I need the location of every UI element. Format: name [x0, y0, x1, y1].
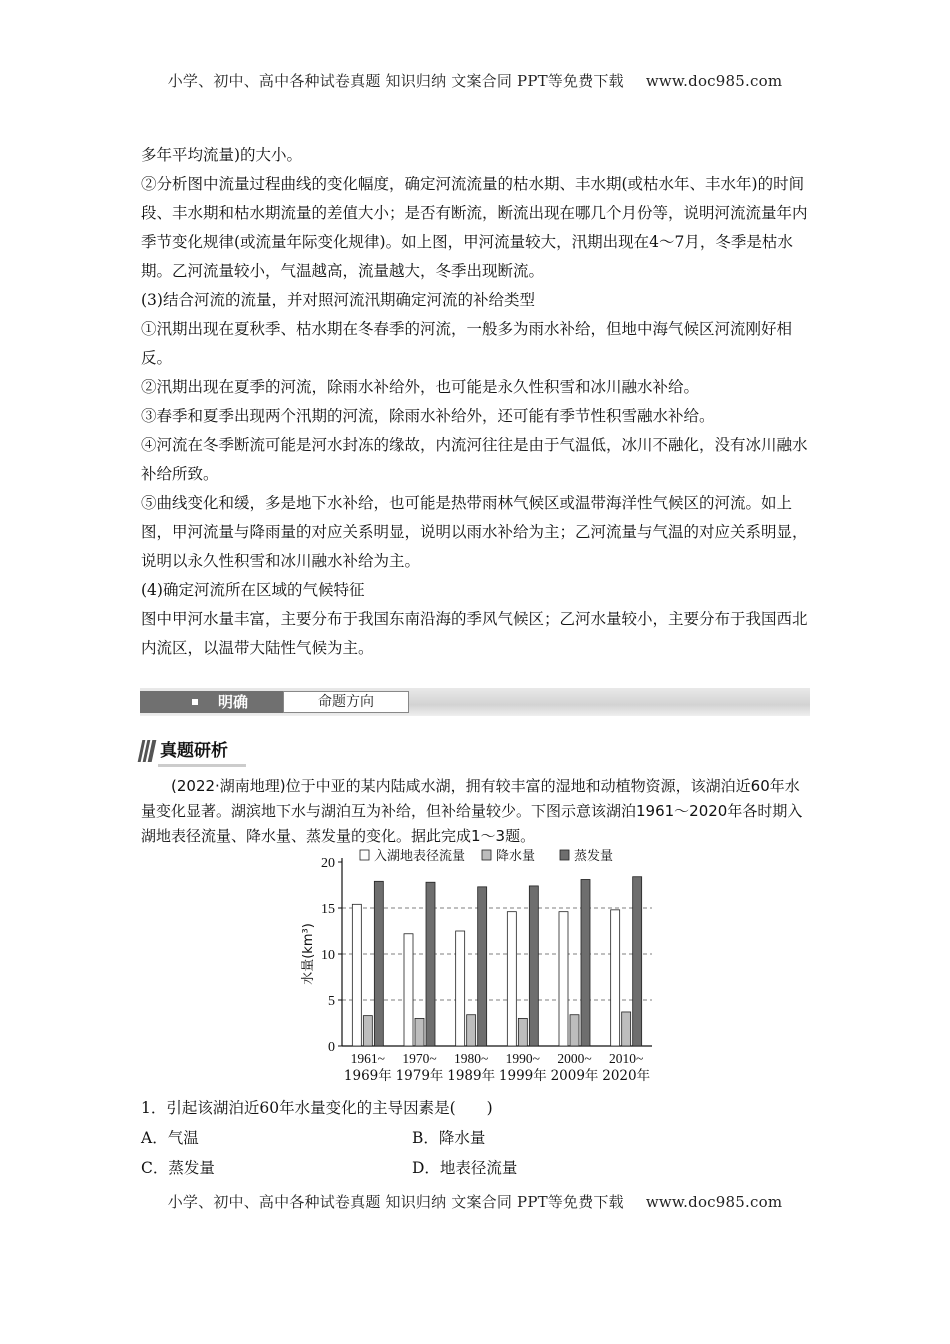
y-axis-label: 水量(km³) — [301, 923, 316, 985]
bar-evaporation — [374, 881, 383, 1046]
section-underline — [158, 764, 246, 767]
bar-precipitation — [622, 1012, 631, 1046]
legend-label: 降水量 — [496, 849, 536, 864]
intro-paragraph: (2022·湖南地理)位于中亚的某内陆咸水湖，拥有较丰富的湿地和动植物资源，该湖泊近60年水量变化显著。湖滨地下水与湖泊互为补给，但补给量较少。下图示意该湖泊1961～2020年各时期入湖地表径流量、降水量、蒸发量的变化。据此完成1～3题。 — [141, 777, 803, 845]
x-tick-label: 2020年 — [602, 1068, 651, 1084]
footer-url[interactable]: www.doc985.com — [645, 1193, 783, 1211]
bar-precipitation — [518, 1018, 527, 1046]
y-tick-label: 20 — [321, 856, 335, 871]
legend-label: 入湖地表径流量 — [374, 849, 466, 864]
x-tick-label: 1990~ — [505, 1051, 540, 1066]
x-tick-label: 2009年 — [550, 1068, 599, 1084]
body-text — [141, 141, 813, 663]
legend-swatch — [360, 850, 369, 860]
paragraph: ②汛期出现在夏季的河流，除雨水补给外，也可能是永久性积雪和冰川融水补给。 — [141, 378, 700, 396]
footer-text: 小学、初中、高中各种试卷真题 知识归纳 文案合同 PPT等免费下载 — [167, 1193, 624, 1211]
y-tick-label: 0 — [328, 1040, 335, 1055]
paragraph: ③春季和夏季出现两个汛期的河流，除雨水补给外，还可能有季节性积雪融水补给。 — [141, 407, 715, 425]
section-banner — [140, 688, 810, 716]
bar-evaporation — [478, 887, 487, 1046]
option-d[interactable]: D．地表径流量 — [412, 1159, 518, 1177]
paragraph: 图中甲河水量丰富，主要分布于我国东南沿海的季风气候区；乙河水量较小，主要分布于我国西北内流区，以温带大陆性气候为主。 — [141, 610, 808, 657]
x-tick-label: 1961~ — [350, 1051, 385, 1066]
paragraph: (3)结合河流的流量，并对照河流汛期确定河流的补给类型 — [141, 291, 535, 309]
header-url[interactable]: www.doc985.com — [645, 72, 783, 90]
page-header — [0, 70, 950, 91]
y-tick-label: 15 — [321, 902, 335, 917]
legend-swatch — [482, 850, 491, 860]
legend-label: 蒸发量 — [574, 849, 614, 864]
bar-runoff — [352, 904, 361, 1046]
banner-dark-tab — [140, 691, 283, 713]
bar-evaporation — [426, 882, 435, 1046]
paragraph: ④河流在冬季断流可能是河水封冻的缘故，内流河往往是由于气温低，冰川不融化，没有冰川融水补给所致。 — [141, 436, 808, 483]
x-tick-label: 1980~ — [454, 1051, 489, 1066]
x-tick-label: 1999年 — [498, 1068, 547, 1084]
x-tick-label: 1969年 — [343, 1068, 392, 1084]
paragraph: ①汛期出现在夏秋季、枯水期在冬春季的河流，一般多为雨水补给，但地中海气候区河流刚好相反。 — [141, 320, 793, 367]
page-footer — [0, 1191, 950, 1212]
y-tick-label: 5 — [328, 994, 335, 1009]
banner-dark-label: 明确 — [218, 693, 249, 711]
bar-evaporation — [633, 877, 642, 1046]
bar-precipitation — [363, 1016, 372, 1046]
bar-evaporation — [581, 879, 590, 1046]
water-balance-chart — [290, 846, 660, 1086]
paragraph: (4)确定河流所在区域的气候特征 — [141, 581, 365, 599]
section-title-text: 真题研析 — [160, 741, 228, 761]
question-stem: 1．引起该湖泊近60年水量变化的主导因素是( ) — [141, 1099, 493, 1117]
bar-runoff — [507, 912, 516, 1046]
y-tick-label: 10 — [321, 948, 335, 963]
header-text: 小学、初中、高中各种试卷真题 知识归纳 文案合同 PPT等免费下载 — [167, 72, 624, 90]
x-tick-label: 2000~ — [557, 1051, 592, 1066]
bar-evaporation — [529, 886, 538, 1046]
bar-precipitation — [570, 1015, 579, 1046]
x-tick-label: 1979年 — [395, 1068, 444, 1084]
bar-precipitation — [467, 1015, 476, 1046]
banner-light-label: 命题方向 — [283, 691, 409, 713]
legend-swatch — [560, 850, 569, 860]
x-tick-label: 1970~ — [402, 1051, 437, 1066]
x-tick-label: 2010~ — [609, 1051, 644, 1066]
bar-runoff — [559, 912, 568, 1046]
section-bars-icon — [140, 740, 154, 762]
x-tick-label: 1989年 — [447, 1068, 496, 1084]
bar-runoff — [404, 934, 413, 1046]
option-a[interactable]: A．气温 — [141, 1129, 199, 1147]
bar-precipitation — [415, 1018, 424, 1046]
paragraph: ②分析图中流量过程曲线的变化幅度，确定河流流量的枯水期、丰水期(或枯水年、丰水年)的时间段、丰水期和枯水期流量的差值大小；是否有断流，断流出现在哪几个月份等，说明河流流量年内季节变化规律(或流量年际变化规律)。如上图，甲河流量较大，汛期出现在4～7月，冬季是枯水期。乙河流量较小，气温越高，流量越大，冬季出现断流。 — [141, 175, 808, 280]
question-intro — [141, 774, 813, 849]
bar-runoff — [456, 931, 465, 1046]
paragraph: ⑤曲线变化和缓，多是地下水补给，也可能是热带雨林气候区或温带海洋性气候区的河流。如上图，甲河流量与降雨量的对应关系明显，说明以雨水补给为主；乙河流量与气温的对应关系明显，说明以永久性积雪和冰川融水补给为主。 — [141, 494, 808, 570]
square-bullet-icon — [192, 699, 198, 705]
bar-runoff — [611, 910, 620, 1046]
option-b[interactable]: B．降水量 — [412, 1129, 486, 1147]
paragraph: 多年平均流量)的大小。 — [141, 146, 303, 164]
option-c[interactable]: C．蒸发量 — [141, 1159, 215, 1177]
